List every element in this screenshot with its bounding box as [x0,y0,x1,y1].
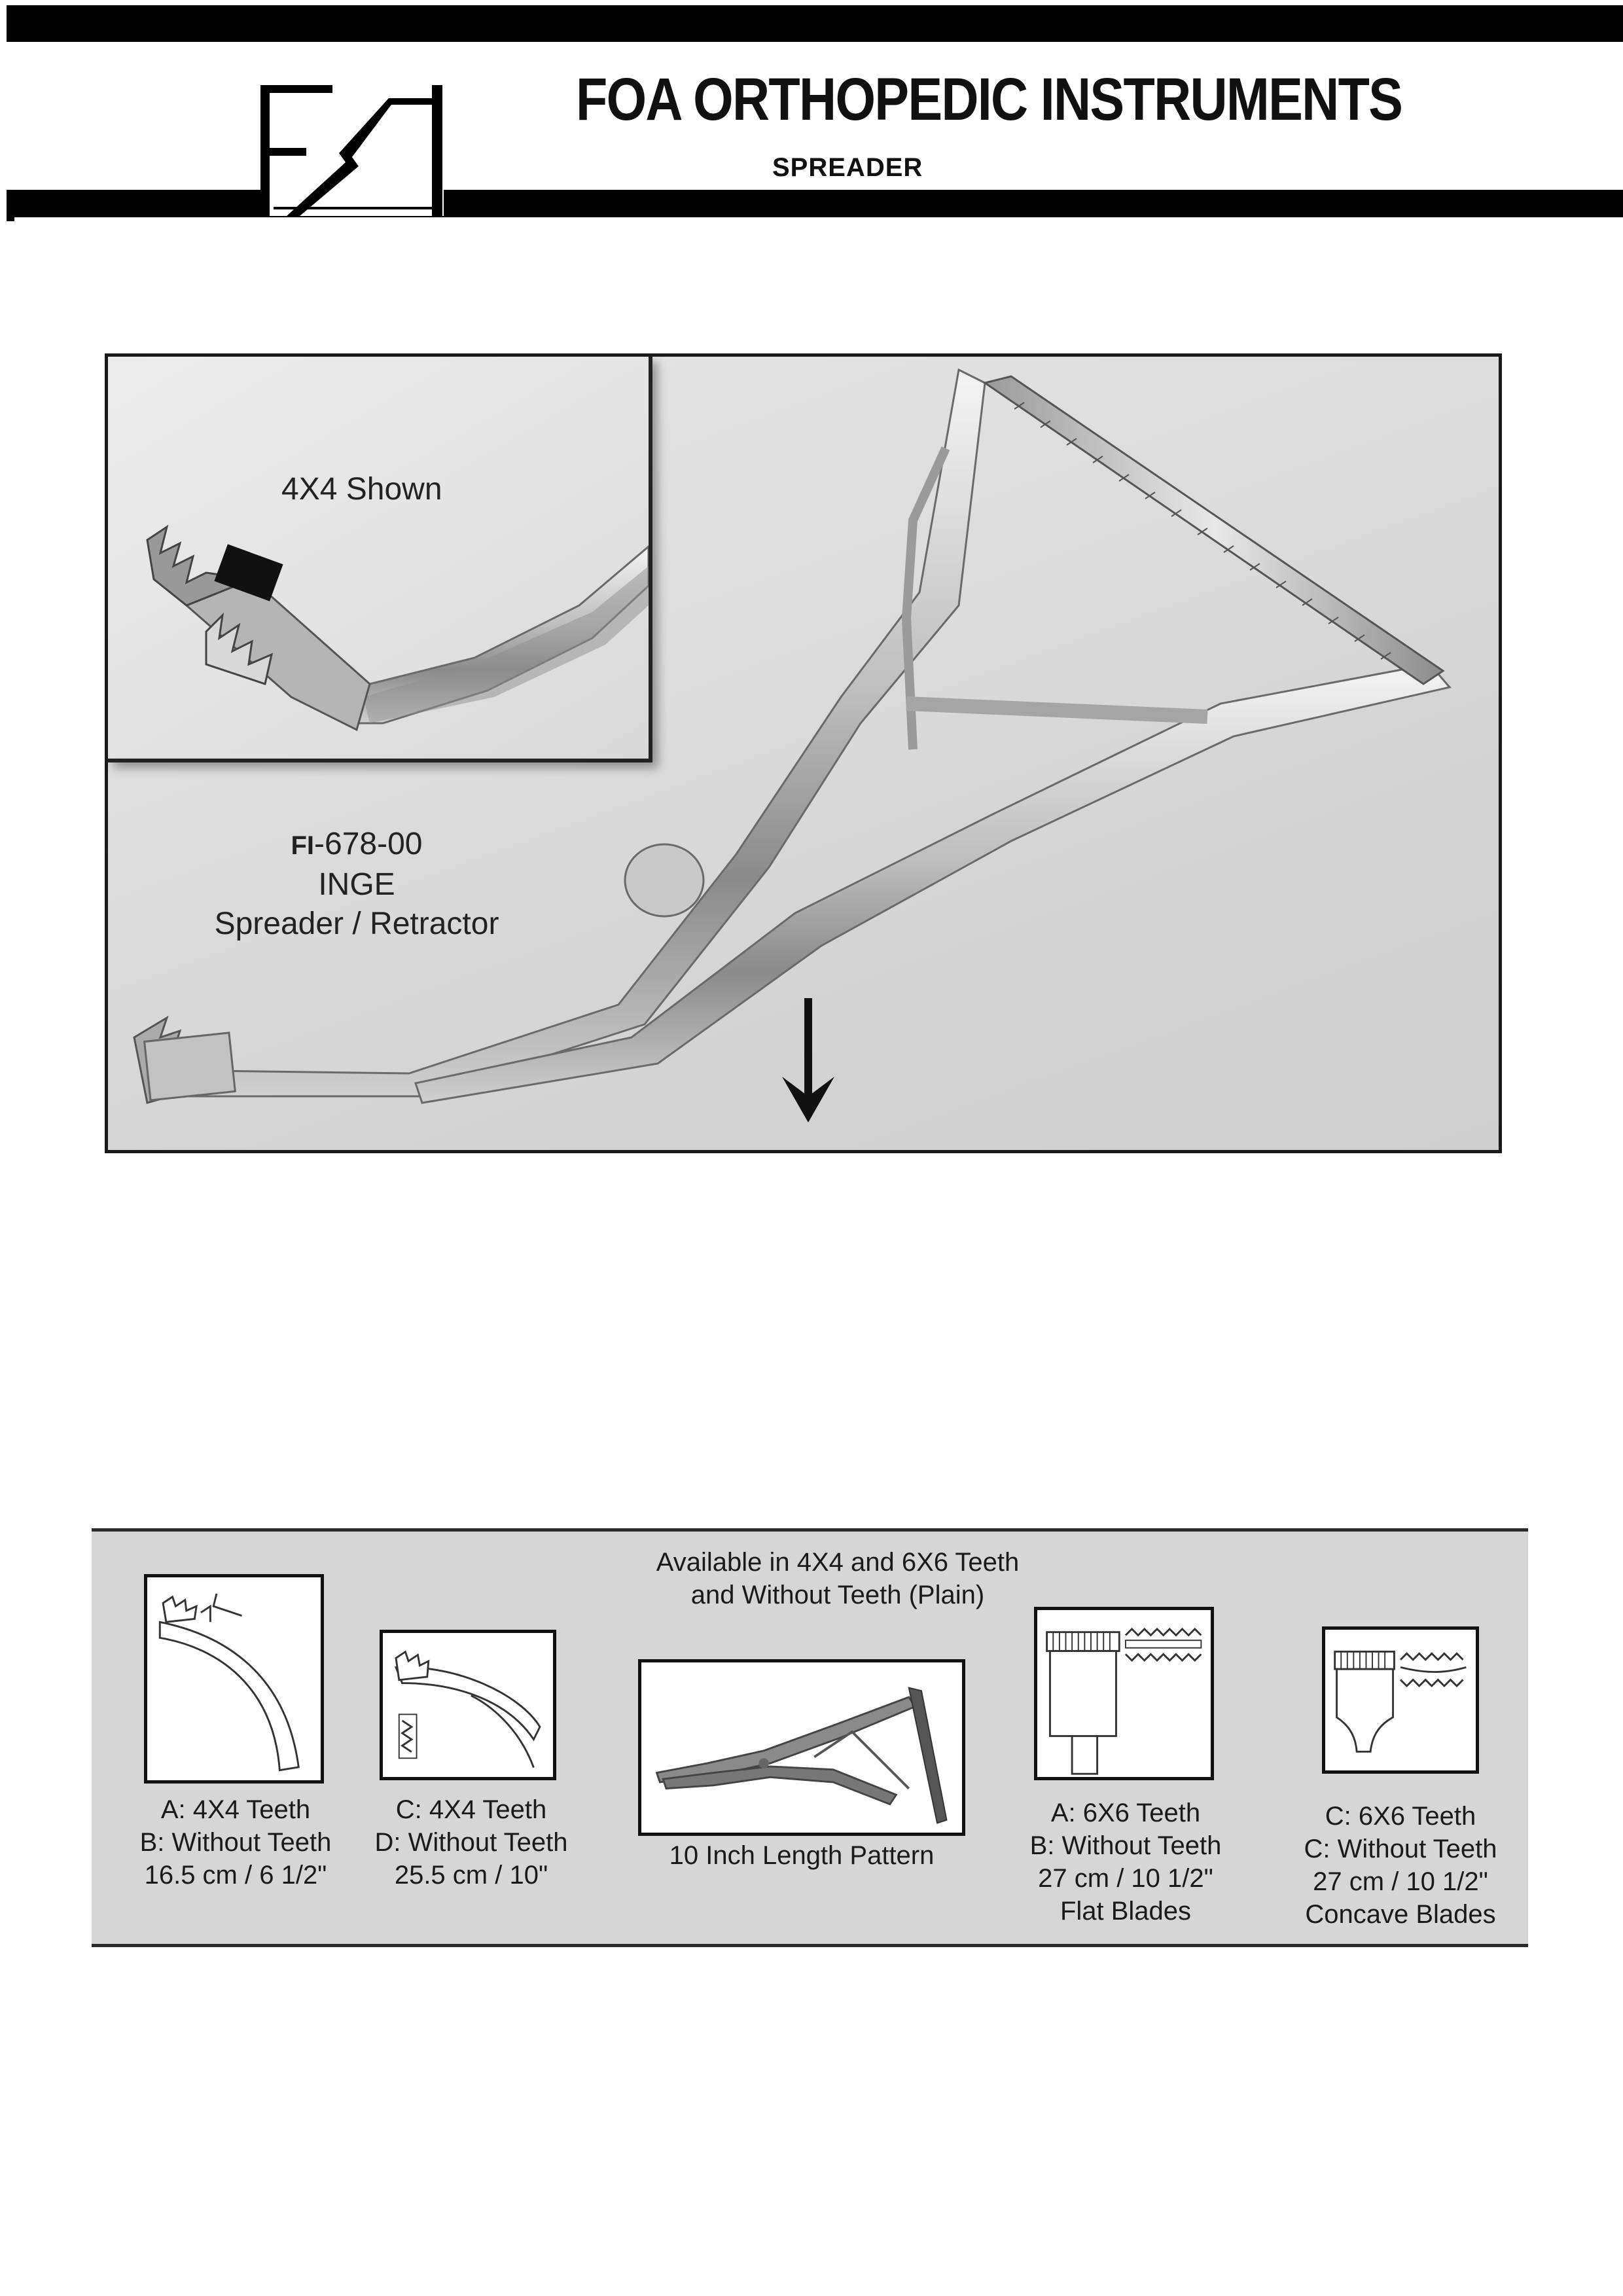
caption-line: C: 4X4 Teeth [395,1795,547,1824]
variants-panel [92,1528,1528,1947]
variant-thumb-concave-blades [1322,1626,1479,1774]
model-prefix: FI [291,831,315,860]
page-title: FOA ORTHOPEDIC INSTRUMENTS [576,66,1402,133]
model-code [200,825,514,865]
variant-thumb-pattern [638,1659,965,1836]
caption-line: D: Without Teeth [374,1828,568,1857]
caption-line: A: 4X4 Teeth [160,1795,311,1824]
header-left-tick [7,190,14,221]
caption-line: 16.5 cm / 6 1/2" [144,1861,327,1890]
variant-thumb-short-curved [144,1574,324,1784]
caption-line: 25.5 cm / 10" [394,1861,548,1890]
caption-line: C: Without Teeth [1304,1835,1497,1863]
caption-line: A: 6X6 Teeth [1050,1799,1201,1827]
inset-caption: 4X4 Shown [281,472,442,507]
caption-line: C: 6X6 Teeth [1325,1802,1476,1831]
company-logo [260,85,444,216]
caption-line: Concave Blades [1305,1900,1496,1929]
page-subtitle: SPREADER [772,153,923,182]
model-number: -678-00 [314,827,423,861]
caption-line: 10 Inch Length Pattern [669,1841,935,1870]
header-bottom-rule [7,190,1623,217]
model-info [200,825,514,944]
model-description: Spreader / Retractor [214,906,499,941]
variant-caption-2 [347,1793,596,1892]
caption-line: B: Without Teeth [1029,1831,1222,1860]
caption-line: 27 cm / 10 1/2" [1038,1864,1213,1893]
down-arrow-icon [769,998,847,1129]
caption-line: Flat Blades [1060,1897,1192,1926]
availability-note [602,1546,1073,1611]
teeth-detail-inset [108,357,652,762]
caption-line: B: Without Teeth [139,1828,332,1857]
header-top-rule [7,5,1623,42]
variant-caption-4 [1001,1797,1250,1928]
instrument-photo [105,353,1502,1153]
availability-line-1: Available in 4X4 and 6X6 Teeth [656,1548,1020,1577]
variant-caption-5 [1276,1800,1525,1931]
caption-line: 27 cm / 10 1/2" [1313,1867,1488,1896]
model-name: INGE [318,867,395,902]
variant-caption-3 [638,1839,965,1872]
variant-thumb-flat-blades [1034,1607,1214,1780]
variant-thumb-long-curved [380,1630,556,1780]
variant-caption-1 [118,1793,353,1892]
availability-line-2: and Without Teeth (Plain) [690,1581,985,1609]
